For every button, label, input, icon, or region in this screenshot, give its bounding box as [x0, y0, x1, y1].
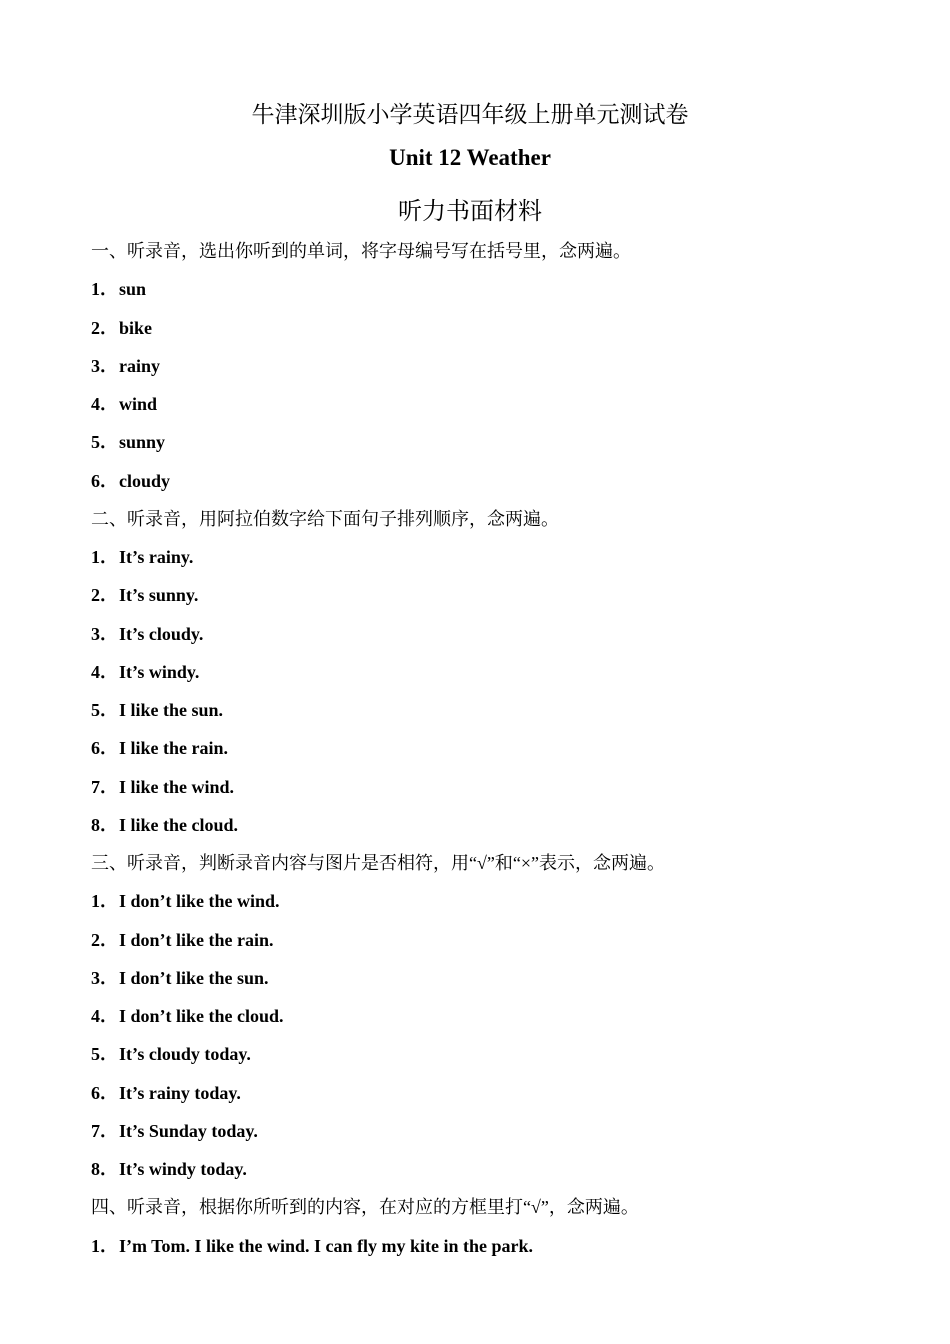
item-number: 5．: [91, 432, 118, 453]
item-text: sunny: [119, 432, 166, 453]
sections: [91, 236, 911, 1269]
item-number: 7．: [91, 776, 118, 797]
item-number: 2．: [91, 929, 118, 950]
item-text: I don’t like the rain.: [119, 929, 274, 950]
item-number: 3．: [91, 355, 118, 376]
item-number: 3．: [91, 967, 118, 988]
item-text: I like the rain.: [119, 738, 229, 759]
list-item: [91, 389, 911, 427]
list-item: [91, 466, 911, 504]
item-number: 6．: [91, 470, 118, 491]
item-number: 1．: [91, 547, 118, 567]
item-text: I like the cloud.: [119, 814, 239, 835]
item-number: 3．: [91, 623, 118, 644]
section-heading: 三、听录音，判断录音内容与图片是否相符，用“√”和“×”表示，念两遍。: [91, 853, 665, 873]
item-text: It’s windy today.: [119, 1159, 247, 1179]
item-number: 4．: [91, 394, 118, 414]
list-item: [91, 925, 911, 963]
item-text: It’s Sunday today.: [119, 1120, 258, 1141]
list-item: [91, 1154, 911, 1192]
item-number: 1．: [91, 891, 118, 912]
item-text: sun: [119, 279, 147, 300]
item-text: bike: [119, 317, 153, 338]
list-item: [91, 1231, 911, 1269]
item-number: 5．: [91, 700, 118, 720]
list-item: [91, 619, 911, 657]
document-subtitle: 听力书面材料: [398, 199, 542, 225]
item-text: I like the sun.: [119, 700, 224, 720]
item-text: It’s cloudy today.: [119, 1044, 251, 1065]
item-text: I’m Tom. I like the wind. I can fly my kite in the park.: [119, 1235, 534, 1256]
item-number: 4．: [91, 1006, 118, 1026]
item-text: wind: [119, 394, 158, 414]
item-text: rainy: [119, 355, 161, 376]
item-number: 8．: [91, 814, 118, 835]
list-item: [91, 733, 911, 771]
item-number: 4．: [91, 661, 118, 682]
list-item: [91, 810, 911, 848]
item-number: 8．: [91, 1159, 118, 1179]
item-number: 7．: [91, 1120, 118, 1141]
list-item: [91, 1001, 911, 1039]
list-item: [91, 657, 911, 695]
item-text: It’s rainy.: [119, 547, 194, 567]
section-heading: 四、听录音，根据你所听到的内容，在对应的方框里打“√”，念两遍。: [91, 1197, 639, 1218]
item-text: I don’t like the sun.: [119, 967, 269, 988]
item-number: 2．: [91, 317, 118, 338]
list-item: [91, 1078, 911, 1116]
section-heading: 二、听录音，用阿拉伯数字给下面句子排列顺序，念两遍。: [91, 508, 559, 529]
list-item: [91, 1039, 911, 1077]
item-text: I don’t like the cloud.: [119, 1006, 284, 1026]
list-item: [91, 274, 911, 312]
list-item: [91, 695, 911, 733]
section-heading: 一、听录音，选出你听到的单词，将字母编号写在括号里，念两遍。: [91, 241, 631, 261]
item-text: It’s cloudy.: [119, 623, 204, 644]
item-text: It’s sunny.: [119, 585, 199, 606]
document-title: 牛津深圳版小学英语四年级上册单元测试卷: [251, 102, 689, 127]
list-item: [91, 1116, 911, 1154]
list-item: [91, 886, 911, 924]
list-item: [91, 580, 911, 618]
item-text: I don’t like the wind.: [119, 891, 280, 912]
item-text: It’s rainy today.: [119, 1082, 241, 1103]
item-number: 6．: [91, 1082, 118, 1103]
list-item: [91, 427, 911, 465]
list-item: [91, 772, 911, 810]
list-item: [91, 542, 911, 580]
item-number: 2．: [91, 585, 118, 606]
item-text: cloudy: [119, 470, 171, 491]
item-number: 6．: [91, 738, 118, 759]
item-number: 1．: [91, 1235, 118, 1256]
unit-title: Unit 12 Weather: [389, 145, 551, 170]
list-item: [91, 963, 911, 1001]
item-text: It’s windy.: [119, 661, 200, 682]
list-item: [91, 351, 911, 389]
list-item: [91, 313, 911, 351]
item-text: I like the wind.: [119, 776, 235, 797]
item-number: 5．: [91, 1044, 118, 1065]
item-number: 1．: [91, 279, 118, 300]
